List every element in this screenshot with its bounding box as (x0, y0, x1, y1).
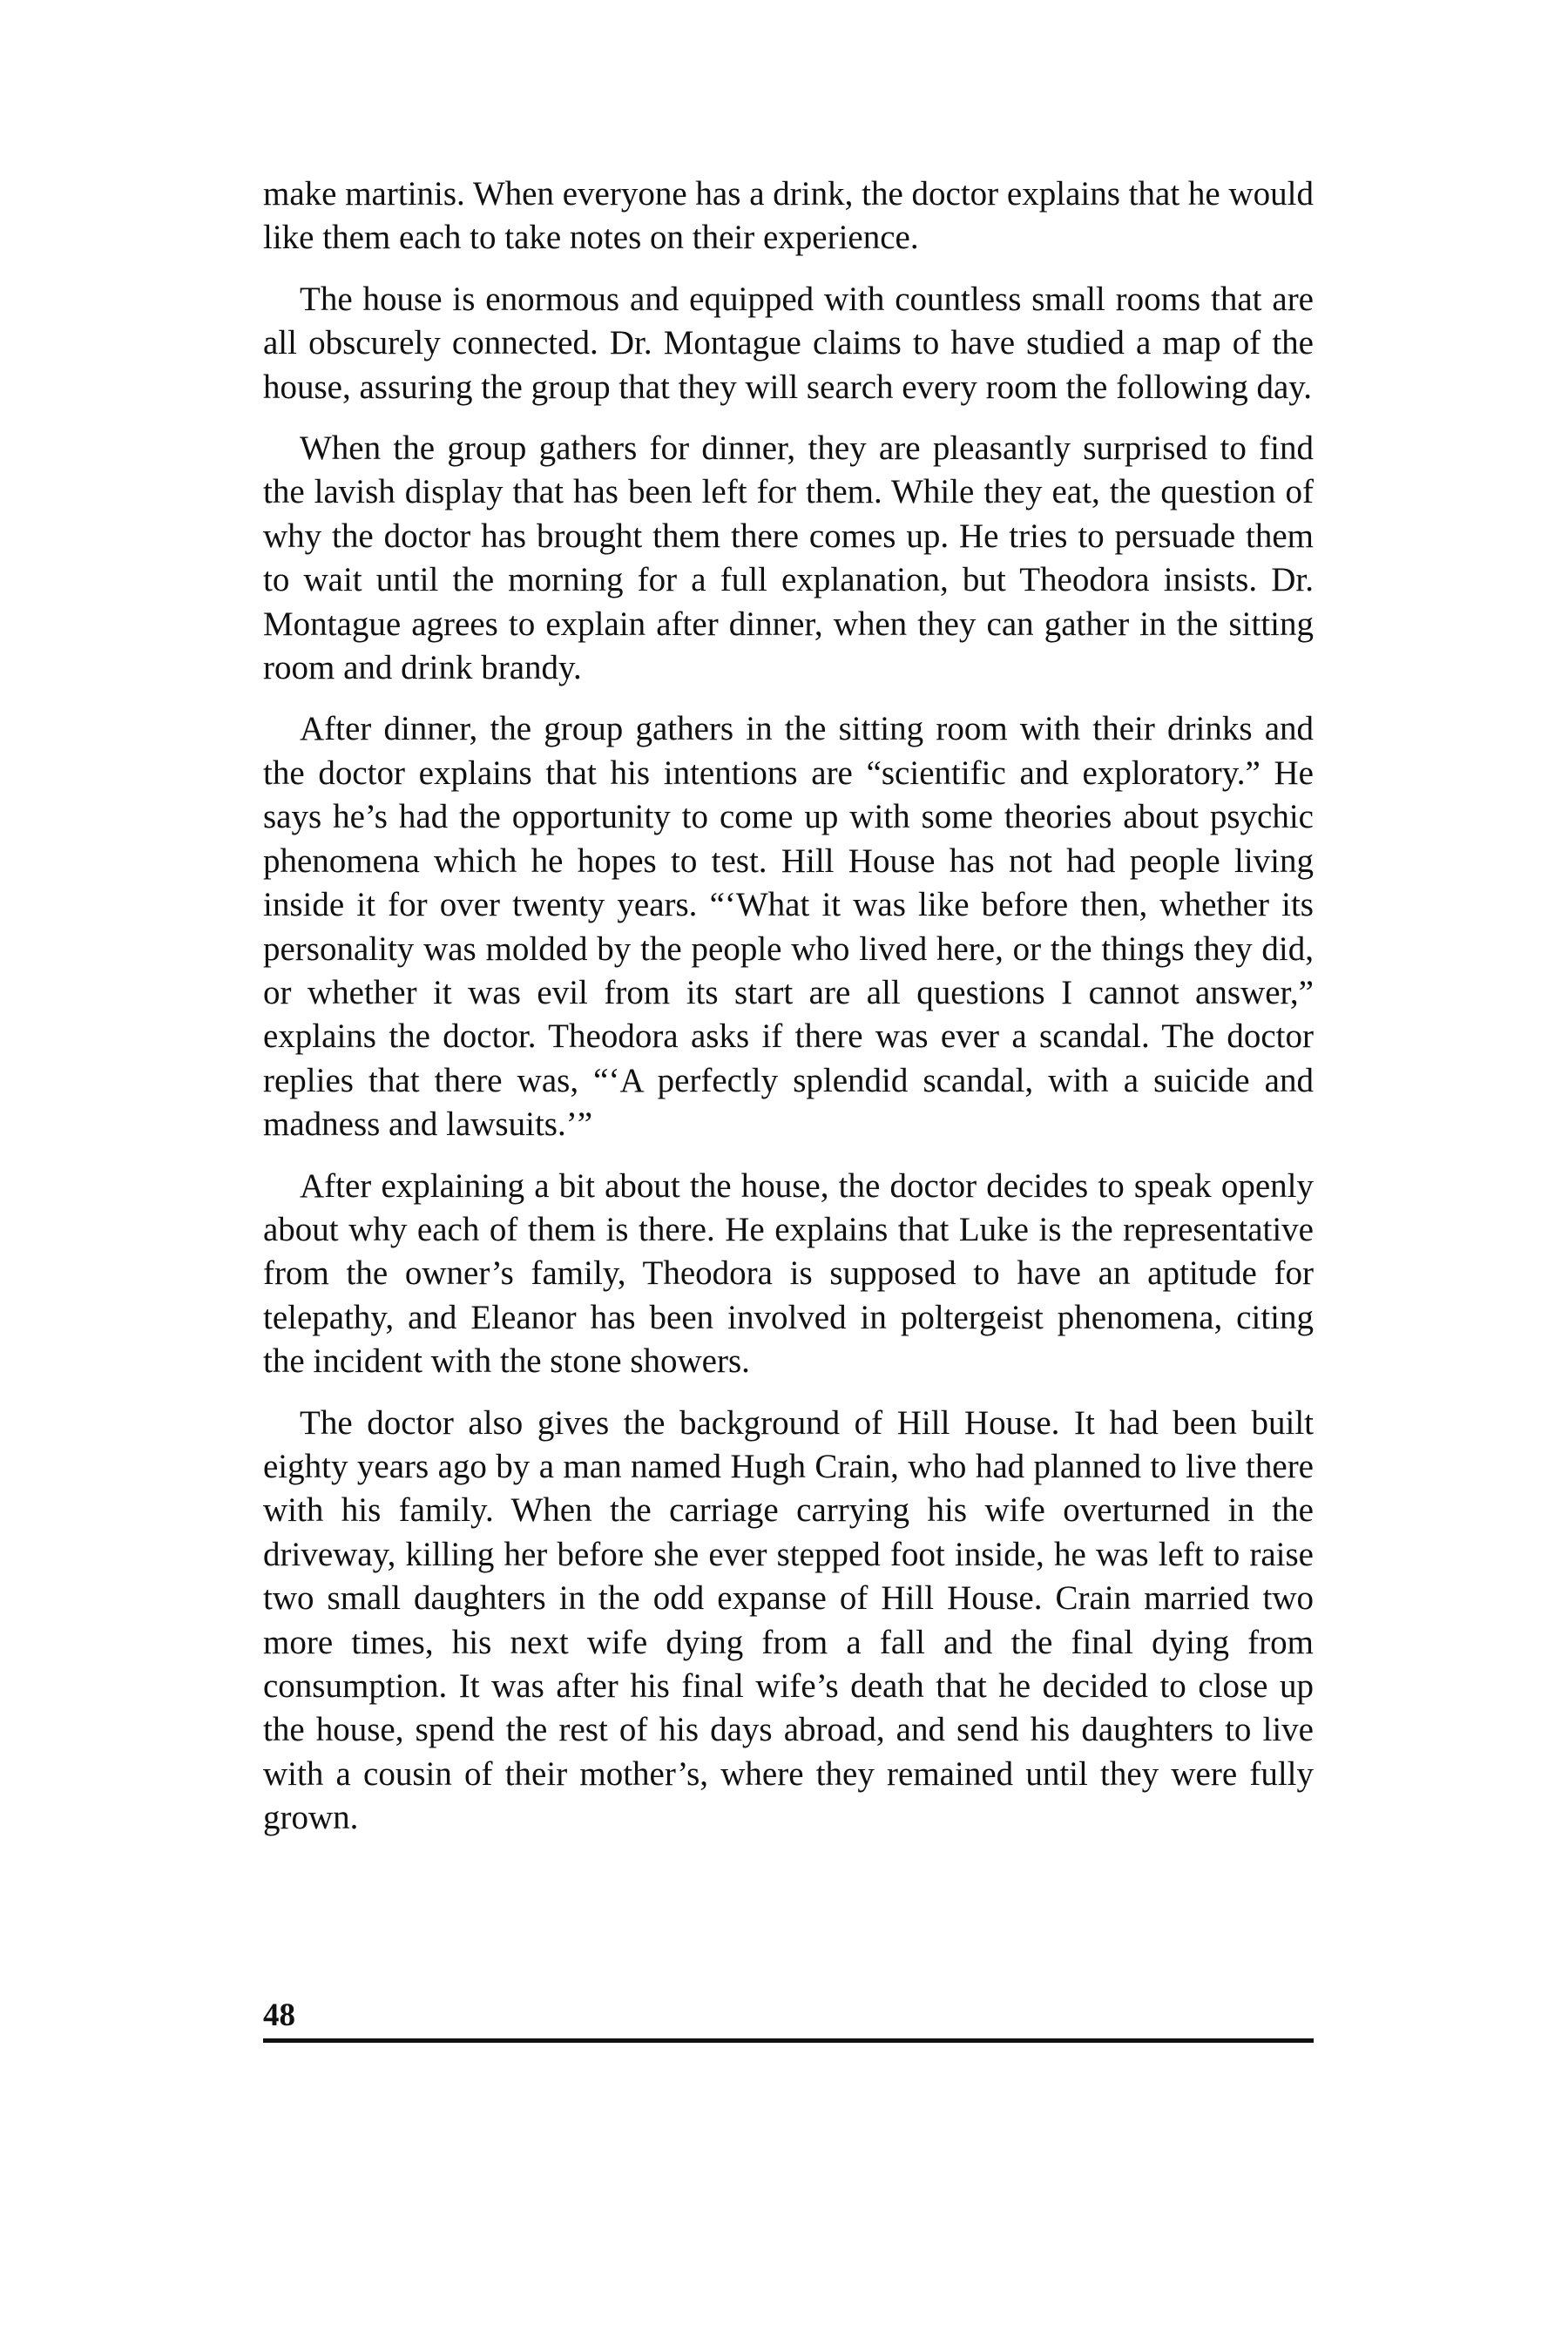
page-footer (263, 1997, 1314, 2049)
paragraph-3: When the group gathers for dinner, they are pleasantly surprised to find the lavish display that has been left for them. While they eat, the question of why the doctor has brought them there comes up. He tries to persuade them to wait until the morning for a full explanation, but Theodora insists. Dr. Montague agrees to explain after dinner, when they can gather in the sitting room and drink brandy. (263, 429, 1314, 687)
paragraph-2: The house is enormous and equipped with countless small rooms that are all obscurely connected. Dr. Montague claims to have studied a map of the house, assuring the group that they will search every room the following day. (263, 280, 1314, 406)
page-number: 48 (263, 1997, 295, 2033)
paragraph-6: The doctor also gives the background of Hill House. It had been built eighty years ago by a man named Hugh Crain, who had planned to live there with his family. When the carriage carrying his wife overturned in the driveway, killing her before she ever stepped foot inside, he was left to raise two small daughters in the odd expanse of Hill House. Crain married two more times, his next wife dying from a fall and the final dying from consumption. It was after his final wife’s death that he decided to close up the house, spend the rest of his days abroad, and send his daughters to live with a cousin of their mother’s, where they remained until they were fully grown. (263, 1403, 1314, 1837)
paragraph-4: After dinner, the group gathers in the sitting room with their drinks and the doctor explains that his intentions are “scientific and exploratory.” He says he’s had the opportunity to come up with some theories about psychic phenomena which he hopes to test. Hill House has not had people living inside it for over twenty years. “‘What it was like before then, whether its personality was molded by the people who lived here, or the things they did, or whether it was evil from its start are all questions I cannot answer,” explains the doctor. Theodora asks if there was ever a scandal. The doctor replies that there was, “‘A perfectly splendid scandal, with a suicide and madness and lawsuits.’” (263, 710, 1314, 1144)
paragraph-5: After explaining a bit about the house, the doctor decides to speak openly about why each of them is there. He explains that Luke is the representative from the owner’s family, Theodora is supposed to have an aptitude for telepathy, and Eleanor has been involved in poltergeist phenomena, citing the incident with the stone showers. (263, 1166, 1314, 1381)
paragraph-1: make martinis. When everyone has a drink, the doctor explains that he would like them each to take notes on their experience. (263, 175, 1314, 257)
footer-rule (263, 2038, 1314, 2043)
body-text (263, 172, 1314, 1858)
